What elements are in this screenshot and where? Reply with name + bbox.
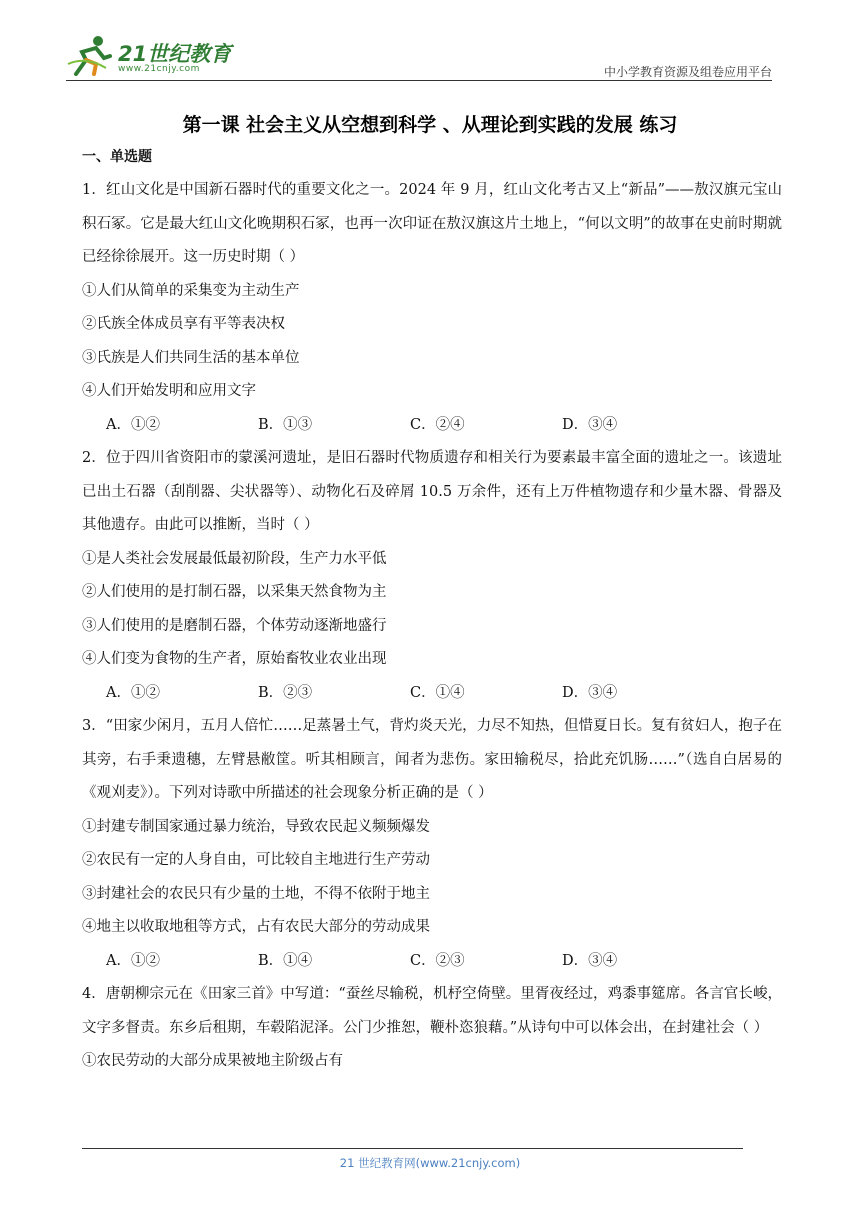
choice-a[interactable]: A．①② bbox=[106, 684, 160, 701]
question-stem: 4．唐朝柳宗元在《田家三首》中写道：“蚕丝尽输税，机杼空倚壁。里胥夜经过，鸡黍事筵席。各言官长峻，文字多督责。东乡后租期，车毂陷泥泽。公门少推恕，鞭朴恣狼藉。”从诗句中可以体会出，在封建社会（ ） bbox=[82, 986, 782, 1036]
question-option: ②农民有一定的人身自由，可比较自主地进行生产劳动 bbox=[82, 852, 430, 868]
answer-choices bbox=[82, 409, 782, 443]
question-option: ②氏族全体成员享有平等表决权 bbox=[82, 316, 285, 332]
page-header bbox=[0, 0, 860, 82]
question-option: ①是人类社会发展最低最初阶段，生产力水平低 bbox=[82, 550, 387, 567]
footer-link[interactable]: 21 世纪教育网(www.21cnjy.com) bbox=[339, 1156, 521, 1170]
question-stem: 1．红山文化是中国新石器时代的重要文化之一。2024 年 9 月，红山文化考古又上“新品”——敖汉旗元宝山积石冢。它是最大红山文化晚期积石冢，也再一次印证在敖汉旗这片土地上，“何以文明”的故事在史前时期就已经徐徐展开。这一历史时期（ ） bbox=[82, 182, 782, 265]
question-stem: 3．“田家少闲月，五月人倍忙……足蒸暑土气，背灼炎天光，力尽不知热，但惜夏日长。复有贫妇人，抱子在其旁，右手秉遗穗，左臂悬敝筐。听其相顾言，闻者为悲伤。家田输税尽，拾此充饥肠……”（选自白居易的《观刈麦》）。下列对诗歌中所描述的社会现象分析正确的是（ ） bbox=[82, 718, 782, 801]
question-option: ③封建社会的农民只有少量的土地，不得不依附于地主 bbox=[82, 885, 430, 902]
answer-choices bbox=[82, 677, 782, 711]
question-option: ①封建专制国家通过暴力统治，导致农民起义频频爆发 bbox=[82, 818, 430, 835]
choice-b[interactable]: B．①③ bbox=[258, 416, 313, 433]
section-heading: 一、单选题 bbox=[82, 149, 152, 165]
choice-d[interactable]: D．③④ bbox=[562, 416, 618, 433]
choice-c[interactable]: C．②④ bbox=[410, 416, 465, 433]
choice-b[interactable]: B．①④ bbox=[258, 952, 313, 969]
question-option: ①人们从简单的采集变为主动生产 bbox=[82, 282, 300, 299]
choice-a[interactable]: A．①② bbox=[106, 952, 160, 969]
choice-b[interactable]: B．②③ bbox=[258, 684, 313, 701]
choice-a[interactable]: A．①② bbox=[106, 416, 160, 433]
logo-text: 21世纪教育 bbox=[118, 42, 232, 66]
runner-logo-icon bbox=[66, 34, 114, 78]
footer-divider bbox=[82, 1148, 743, 1149]
exercise-content bbox=[82, 146, 782, 1079]
answer-choices bbox=[82, 945, 782, 979]
choice-d[interactable]: D．③④ bbox=[562, 684, 618, 701]
question-stem: 2．位于四川省资阳市的蒙溪河遗址，是旧石器时代物质遗存和相关行为要素最丰富全面的遗址之一。该遗址已出土石器（刮削器、尖状器等）、动物化石及碎屑 10.5 万余件，还有上万件植物遗存和少量木器、骨器及其他遗存。由此可以推断，当时（ ） bbox=[82, 450, 782, 533]
choice-d[interactable]: D．③④ bbox=[562, 952, 618, 969]
question-option: ②人们使用的是打制石器，以采集天然食物为主 bbox=[82, 584, 387, 600]
question-option: ④人们开始发明和应用文字 bbox=[82, 383, 256, 399]
logo[interactable] bbox=[66, 34, 236, 78]
platform-label: 中小学教育资源及组卷应用平台 bbox=[603, 65, 772, 79]
question-option: ③氏族是人们共同生活的基本单位 bbox=[82, 349, 300, 366]
question-option: ①农民劳动的大部分成果被地主阶级占有 bbox=[82, 1053, 343, 1069]
question-option: ④人们变为食物的生产者，原始畜牧业农业出现 bbox=[82, 651, 387, 667]
choice-c[interactable]: C．①④ bbox=[410, 684, 465, 701]
question-option: ④地主以收取地租等方式，占有农民大部分的劳动成果 bbox=[82, 919, 430, 935]
choice-c[interactable]: C．②③ bbox=[410, 952, 465, 969]
question-option: ③人们使用的是磨制石器，个体劳动逐渐地盛行 bbox=[82, 617, 387, 634]
header-divider bbox=[66, 80, 772, 81]
page-title: 第一课 社会主义从空想到科学 、从理论到实践的发展 练习 bbox=[182, 114, 678, 136]
logo-site: www.21cnjy.com bbox=[118, 64, 200, 74]
